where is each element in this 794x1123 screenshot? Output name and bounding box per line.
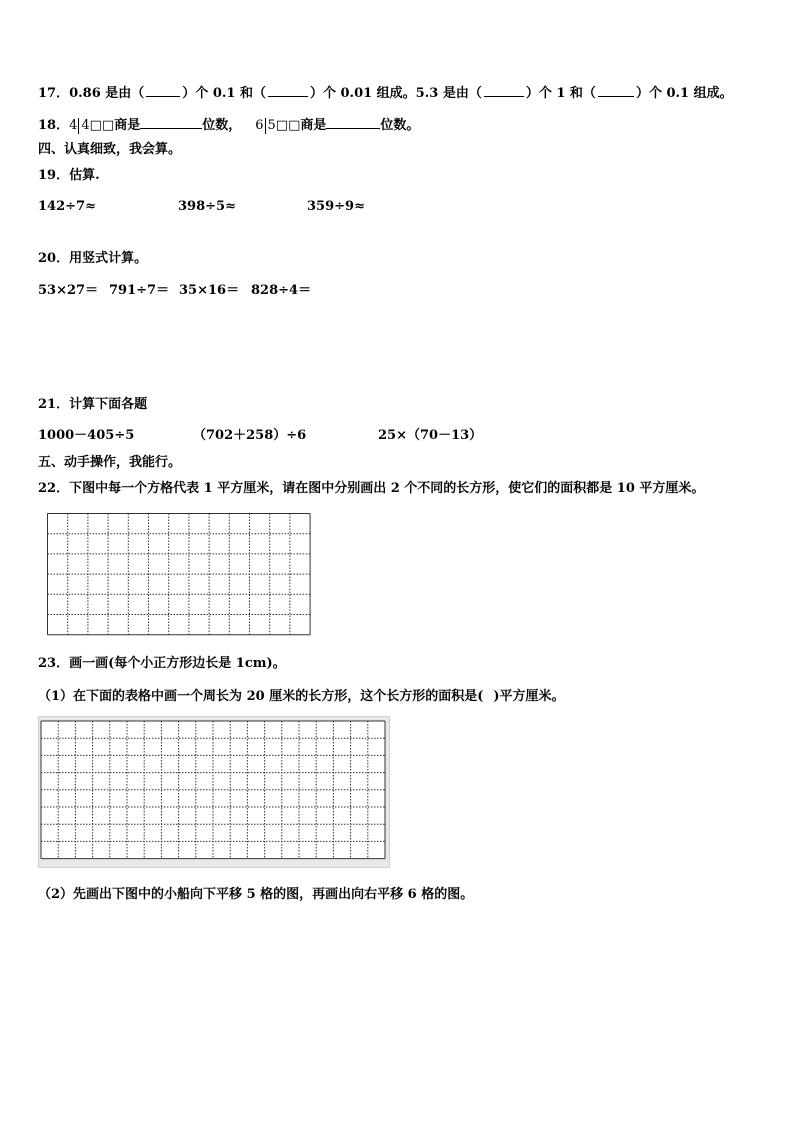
q23-part-1: [38, 689, 565, 705]
q23-part-1-text-a: （1）在下面的表格中画一个周长为 20 厘米的长方形，这个长方形的面积是(: [38, 689, 484, 704]
q18-divisor-2: 6: [255, 118, 264, 133]
q20-item: 791÷7＝: [109, 283, 170, 298]
question-18: [38, 116, 419, 134]
question-19-title: 19．估算.: [38, 168, 100, 183]
question-22-text: 22．下图中每一个方格代表 1 平方厘米，请在图中分别画出 2 个不同的长方形，使它们的面积都是 10 平方厘米。: [38, 481, 705, 496]
q18-blank-2[interactable]: [326, 116, 380, 129]
q20-item: 828÷4＝: [251, 283, 312, 298]
q20-item: 53×27＝: [38, 283, 99, 298]
q17-text-2: ）个 0.1 和（: [182, 86, 266, 101]
q18-text-1: 商是: [114, 118, 141, 133]
q18-blank-1[interactable]: [140, 116, 202, 129]
q20-item: 35×16＝: [179, 283, 240, 298]
q17-blank-3[interactable]: [484, 84, 524, 97]
q23-part-2: （2）先画出下图中的小船向下平移 5 格的图，再画出向右平移 6 格的图。: [38, 887, 474, 902]
question-17: [38, 84, 733, 102]
q18-dividend-1: 4□□: [78, 118, 114, 134]
q21-item: 25×（70－13）: [378, 428, 483, 443]
q18-number: 18．: [38, 118, 70, 133]
q19-item: 398÷5≈: [178, 199, 236, 214]
q22-grid[interactable]: [46, 512, 316, 637]
q21-item: 1000－405÷5: [38, 428, 135, 443]
q17-blank-2[interactable]: [268, 84, 308, 97]
q17-blank-1[interactable]: [146, 84, 180, 97]
q18-text-3: 商是: [300, 118, 327, 133]
q19-item: 142÷7≈: [38, 199, 96, 214]
question-21-title: 21．计算下面各题: [38, 397, 148, 412]
q18-text-2: 位数，: [202, 118, 242, 133]
q17-text-1: 0.86 是由（: [69, 86, 145, 101]
q18-divisor-1: 4: [69, 118, 78, 133]
q18-text-4: 位数。: [380, 118, 420, 133]
q23-part-1-text-b: )平方厘米。: [493, 689, 565, 704]
q17-blank-4[interactable]: [598, 84, 634, 97]
question-23-title: 23．画一画(每个小正方形边长是 1cm)。: [38, 656, 286, 671]
q17-number: 17．: [38, 86, 70, 101]
section-4-heading: 四、认真细致，我会算。: [38, 142, 182, 157]
question-20-title: 20．用竖式计算。: [38, 251, 148, 266]
q17-text-4: ）个 1 和（: [525, 86, 596, 101]
q18-dividend-2: 5□□: [265, 118, 301, 134]
q17-text-5: ）个 0.1 组成。: [635, 86, 733, 101]
q17-text-3: ）个 0.01 组成。5.3 是由（: [309, 86, 482, 101]
section-5-heading: 五、动手操作，我能行。: [38, 455, 182, 470]
q23-grid[interactable]: [40, 720, 388, 866]
q21-item: （702＋258）÷6: [193, 428, 307, 443]
q19-item: 359÷9≈: [307, 199, 365, 214]
